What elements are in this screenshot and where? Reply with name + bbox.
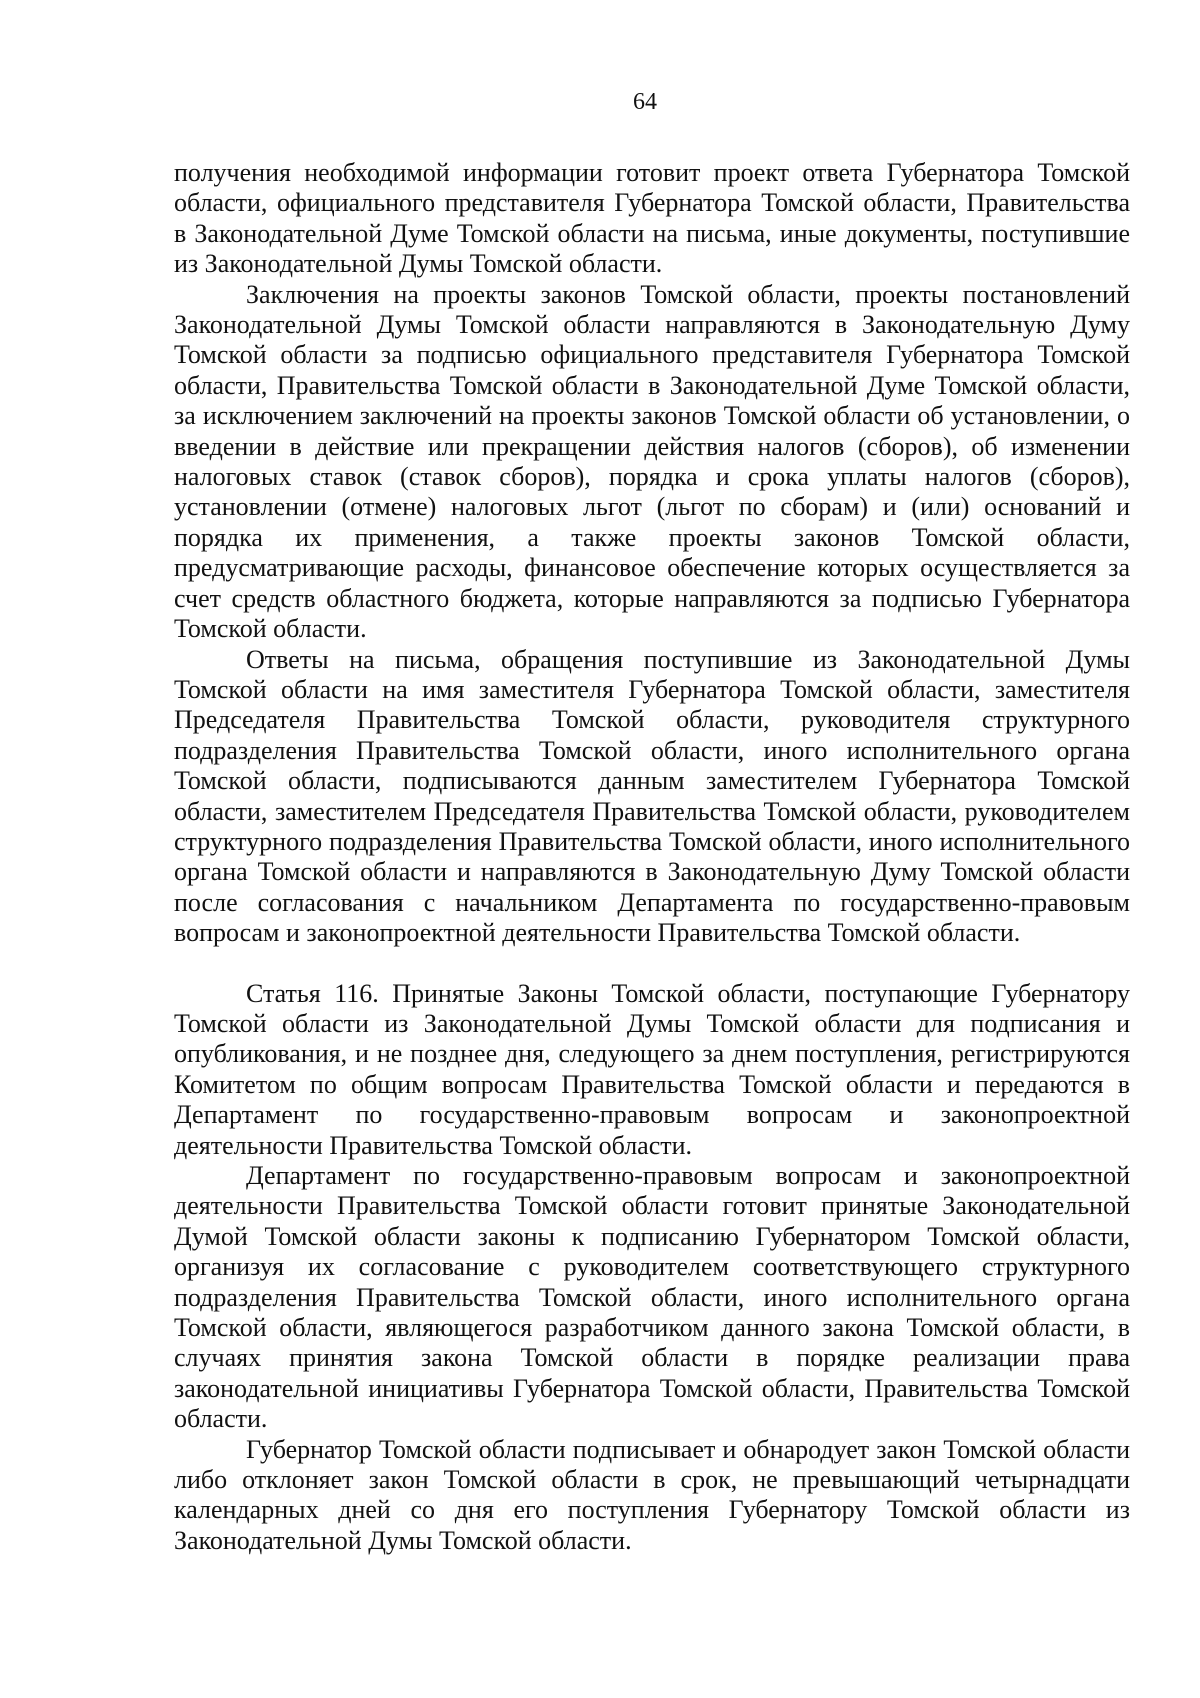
paragraph-governor-signs: Губернатор Томской области подписывает и обнародует закон Томской области либо отклоняет закон Томской области в срок, не превышающий четырнадцати календарных дней со дня его поступления Губернатору Томской области из Законодательной Думы Томской области. xyxy=(174,1434,1130,1555)
page-number: 64 xyxy=(633,89,657,115)
paragraph-continuation: получения необходимой информации готовит проект ответа Губернатора Томской области, официального представителя Губернатора Томской области, Правительства в Законодательной Думе Томской области на письма, иные документы, поступившие из Законодательной Думы Томской области. xyxy=(174,158,1130,279)
paragraph-department: Департамент по государственно-правовым вопросам и законопроектной деятельности Правительства Томской области готовит принятые Законодательной Думой Томской области законы к подписанию Губернатором Томской области, организуя их согласование с руководителем соответствующего структурного подразделения Правительства Томской области, иного исполнительного органа Томской области, являющегося разработчиком данного закона Томской области, в случаях принятия закона Томской области в порядке реализации права законодательной инициативы Губернатора Томской области, Правительства Томской области. xyxy=(174,1161,1130,1434)
paragraph-conclusions: Заключения на проекты законов Томской области, проекты постановлений Законодательной Думы Томской области направляются в Законодательную Думу Томской области за подписью официального представителя Губернатора Томской области, Правительства Томской области в Законодательной Думе Томской области, за исключением заключений на проекты законов Томской области об установлении, о введении в действие или прекращении действия налогов (сборов), об изменении налоговых ставок (ставок сборов), порядка и срока уплаты налогов (сборов), установлении (отмене) налоговых льгот (льгот по сборам) и (или) оснований и порядка их применения, а также проекты законов Томской области, предусматривающие расходы, финансовое обеспечение которых осуществляется за счет средств областного бюджета, которые направляются за подписью Губернатора Томской области. xyxy=(174,279,1130,644)
section-gap xyxy=(174,949,1130,979)
paragraph-replies: Ответы на письма, обращения поступившие из Законодательной Думы Томской области на имя заместителя Губернатора Томской области, заместителя Председателя Правительства Томской области, руководителя структурного подразделения Правительства Томской области, иного исполнительного органа Томской области, подписываются данным заместителем Губернатора Томской области, заместителем Председателя Правительства Томской области, руководителем структурного подразделения Правительства Томской области, иного исполнительного органа Томской области и направляются в Законодательную Думу Томской области после согласования с начальником Департамента по государственно-правовым вопросам и законопроектной деятельности Правительства Томской области. xyxy=(174,644,1130,948)
document-body xyxy=(174,158,1130,1556)
paragraph-article-116: Статья 116. Принятые Законы Томской области, поступающие Губернатору Томской области из Законодательной Думы Томской области для подписания и опубликования, и не позднее дня, следующего за днем поступления, регистрируются Комитетом по общим вопросам Правительства Томской области и передаются в Департамент по государственно-правовым вопросам и законопроектной деятельности Правительства Томской области. xyxy=(174,978,1130,1160)
